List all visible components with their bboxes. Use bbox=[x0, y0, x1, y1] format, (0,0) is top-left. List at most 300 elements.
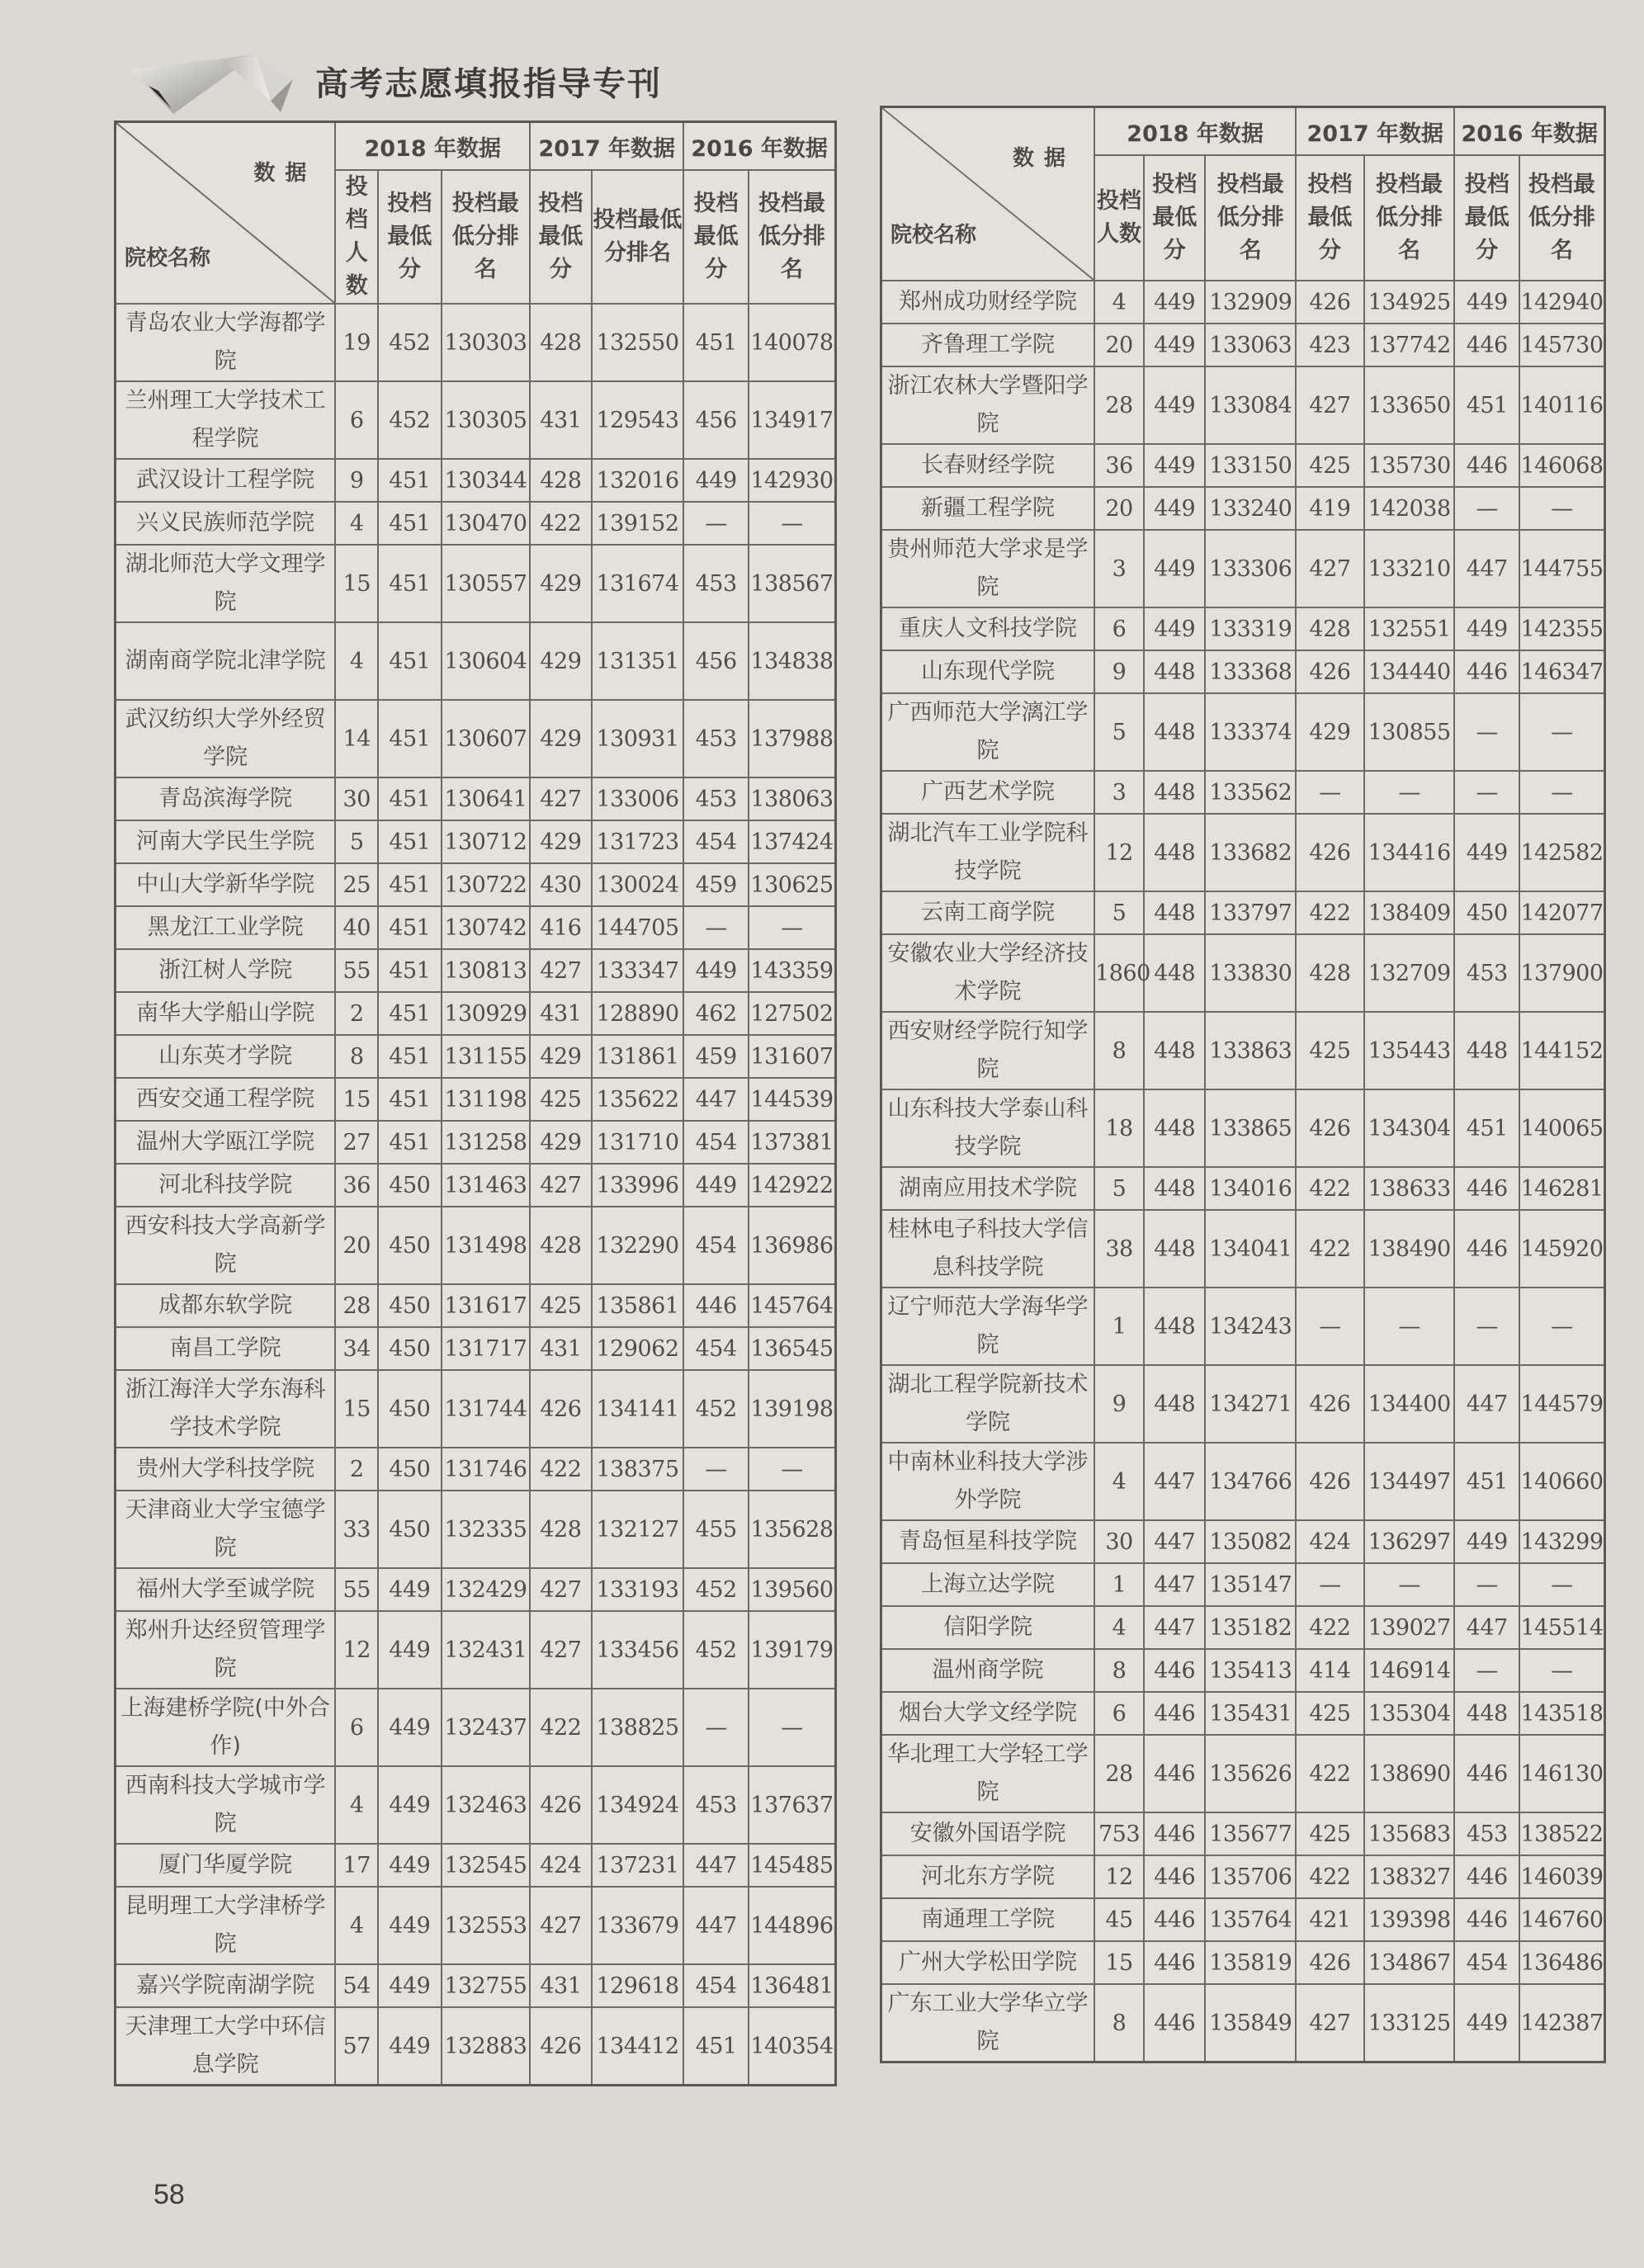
min-score-2016-cell: 459 bbox=[683, 863, 749, 906]
min-score-2017-cell: — bbox=[1296, 1563, 1364, 1606]
min-score-2018-cell: 446 bbox=[1144, 1692, 1205, 1735]
min-rank-2018-cell: 133306 bbox=[1205, 530, 1296, 607]
min-rank-2016-cell: 144579 bbox=[1519, 1365, 1604, 1443]
min-score-2016-cell: 455 bbox=[683, 1491, 749, 1568]
min-score-2018-cell: 449 bbox=[378, 1887, 442, 1964]
min-score-2016-cell: 454 bbox=[683, 1207, 749, 1284]
min-rank-2017-cell: 134497 bbox=[1364, 1443, 1455, 1520]
school-name-cell: 湖北工程学院新技术学院 bbox=[881, 1365, 1095, 1443]
count-2018-cell: 1 bbox=[1094, 1288, 1144, 1365]
min-score-2016-cell: — bbox=[683, 906, 749, 949]
count-2018-cell: 34 bbox=[335, 1327, 378, 1370]
min-score-2017-cell: 426 bbox=[530, 2007, 591, 2086]
count-2018-cell: 33 bbox=[335, 1491, 378, 1568]
min-score-2017-cell: 426 bbox=[1296, 1089, 1364, 1167]
min-rank-2016-cell: 146281 bbox=[1519, 1167, 1604, 1210]
table-row bbox=[116, 700, 836, 777]
count-2018-cell: 15 bbox=[335, 1078, 378, 1121]
table-row bbox=[881, 607, 1605, 650]
min-rank-2017-cell: 138633 bbox=[1364, 1167, 1455, 1210]
min-rank-2016-cell: 145730 bbox=[1519, 324, 1604, 366]
year-header-2017: 2017 年数据 bbox=[1296, 107, 1454, 156]
corner-label-school: 院校名称 bbox=[125, 246, 211, 271]
table-row bbox=[881, 771, 1605, 814]
min-score-2017-cell: 429 bbox=[530, 820, 591, 863]
school-name-cell: 浙江农林大学暨阳学院 bbox=[881, 366, 1095, 444]
min-score-2018-cell: 447 bbox=[1144, 1520, 1205, 1563]
min-score-2018-cell: 448 bbox=[1144, 650, 1205, 693]
min-score-2018-cell: 446 bbox=[1144, 1898, 1205, 1941]
school-name-cell: 西安财经学院行知学院 bbox=[881, 1012, 1095, 1089]
min-rank-2018-cell: 133319 bbox=[1205, 607, 1296, 650]
min-score-2016-cell: 449 bbox=[683, 949, 749, 992]
min-rank-2018-cell: 135431 bbox=[1205, 1692, 1296, 1735]
min-rank-2017-cell: 131674 bbox=[592, 545, 684, 622]
min-score-2016-cell: 453 bbox=[683, 777, 749, 820]
min-rank-2017-cell: 131351 bbox=[592, 622, 684, 700]
min-score-2017-cell: 425 bbox=[530, 1078, 591, 1121]
year-header-2018: 2018 年数据 bbox=[335, 122, 530, 171]
min-rank-2018-cell: 130813 bbox=[442, 949, 531, 992]
min-rank-2017-cell: 134400 bbox=[1364, 1365, 1455, 1443]
min-score-2018-cell: 446 bbox=[1144, 1941, 1205, 1984]
min-rank-2018-cell: 133240 bbox=[1205, 487, 1296, 530]
table-row bbox=[116, 1327, 836, 1370]
table-row bbox=[116, 1370, 836, 1448]
min-rank-2016-cell: — bbox=[1519, 771, 1604, 814]
min-rank-2016-cell: 134917 bbox=[749, 381, 836, 459]
min-rank-2016-cell: — bbox=[1519, 1288, 1604, 1365]
school-name-cell: 河北东方学院 bbox=[881, 1855, 1095, 1898]
min-rank-2016-cell: 140354 bbox=[749, 2007, 836, 2086]
min-score-2017-cell: 422 bbox=[1296, 891, 1364, 934]
table-row bbox=[116, 949, 836, 992]
min-score-2018-cell: 449 bbox=[378, 1689, 442, 1766]
min-rank-2016-cell: 137637 bbox=[749, 1766, 836, 1844]
table-row bbox=[881, 650, 1605, 693]
min-rank-2017-cell: 138490 bbox=[1364, 1210, 1455, 1288]
school-name-cell: 西安交通工程学院 bbox=[116, 1078, 336, 1121]
min-score-2016-cell: 446 bbox=[1454, 324, 1519, 366]
min-rank-2017-cell: 136297 bbox=[1364, 1520, 1455, 1563]
count-2018-cell: 5 bbox=[1094, 891, 1144, 934]
min-rank-2016-cell: 146130 bbox=[1519, 1735, 1604, 1812]
min-rank-2017-cell: 139152 bbox=[592, 502, 684, 545]
min-rank-2018-cell: 132463 bbox=[442, 1766, 531, 1844]
school-name-cell: 青岛滨海学院 bbox=[116, 777, 336, 820]
min-score-2018-cell: 449 bbox=[1144, 324, 1205, 366]
min-rank-2016-cell: 136545 bbox=[749, 1327, 836, 1370]
min-score-2017-cell: 426 bbox=[1296, 814, 1364, 891]
min-rank-2016-cell: — bbox=[749, 906, 836, 949]
col-header-min-score-2017: 投档最低分 bbox=[530, 170, 591, 304]
min-rank-2017-cell: 130024 bbox=[592, 863, 684, 906]
table-row bbox=[881, 530, 1605, 607]
school-name-cell: 浙江树人学院 bbox=[116, 949, 336, 992]
school-name-cell: 福州大学至诚学院 bbox=[116, 1568, 336, 1611]
min-rank-2016-cell: 143518 bbox=[1519, 1692, 1604, 1735]
min-rank-2016-cell: 135628 bbox=[749, 1491, 836, 1568]
min-score-2017-cell: 424 bbox=[1296, 1520, 1364, 1563]
min-rank-2017-cell: — bbox=[1364, 771, 1455, 814]
min-rank-2018-cell: 131617 bbox=[442, 1284, 531, 1327]
count-2018-cell: 4 bbox=[335, 502, 378, 545]
min-score-2018-cell: 451 bbox=[378, 502, 442, 545]
min-rank-2018-cell: 132545 bbox=[442, 1844, 531, 1887]
min-rank-2018-cell: 132755 bbox=[442, 1964, 531, 2007]
table-row bbox=[881, 1288, 1605, 1365]
min-rank-2018-cell: 130305 bbox=[442, 381, 531, 459]
count-2018-cell: 55 bbox=[335, 949, 378, 992]
corner-label-data: 数据 bbox=[1013, 146, 1076, 171]
count-2018-cell: 25 bbox=[335, 863, 378, 906]
min-score-2018-cell: 446 bbox=[1144, 1984, 1205, 2062]
page-number: 58 bbox=[154, 2179, 185, 2210]
count-2018-cell: 3 bbox=[1094, 530, 1144, 607]
min-rank-2017-cell: 129618 bbox=[592, 1964, 684, 2007]
min-score-2016-cell: — bbox=[1454, 1288, 1519, 1365]
min-score-2016-cell: 456 bbox=[683, 381, 749, 459]
min-score-2018-cell: 450 bbox=[378, 1207, 442, 1284]
school-name-cell: 山东科技大学泰山科技学院 bbox=[881, 1089, 1095, 1167]
table-row bbox=[116, 1448, 836, 1491]
col-header-count-2018: 投档人数 bbox=[335, 170, 378, 304]
min-score-2018-cell: 449 bbox=[1144, 366, 1205, 444]
min-rank-2016-cell: 138567 bbox=[749, 545, 836, 622]
min-rank-2018-cell: 133150 bbox=[1205, 444, 1296, 487]
min-score-2016-cell: 453 bbox=[683, 1766, 749, 1844]
school-name-cell: 中南林业科技大学涉外学院 bbox=[881, 1443, 1095, 1520]
min-rank-2017-cell: 132016 bbox=[592, 459, 684, 502]
min-score-2017-cell: 427 bbox=[530, 1568, 591, 1611]
count-2018-cell: 753 bbox=[1094, 1812, 1144, 1855]
table-row bbox=[881, 1520, 1605, 1563]
count-2018-cell: 9 bbox=[335, 459, 378, 502]
min-rank-2018-cell: 133830 bbox=[1205, 934, 1296, 1012]
min-score-2017-cell: 421 bbox=[1296, 1898, 1364, 1941]
min-score-2016-cell: 453 bbox=[683, 700, 749, 777]
min-score-2017-cell: 422 bbox=[1296, 1735, 1364, 1812]
min-score-2016-cell: 446 bbox=[1454, 1167, 1519, 1210]
min-score-2017-cell: 423 bbox=[1296, 324, 1364, 366]
min-score-2018-cell: 446 bbox=[1144, 1812, 1205, 1855]
count-2018-cell: 8 bbox=[1094, 1649, 1144, 1692]
min-rank-2017-cell: 137742 bbox=[1364, 324, 1455, 366]
year-header-2016: 2016 年数据 bbox=[1454, 107, 1604, 156]
min-score-2016-cell: 449 bbox=[1454, 1520, 1519, 1563]
min-rank-2016-cell: 143359 bbox=[749, 949, 836, 992]
min-rank-2017-cell: 131723 bbox=[592, 820, 684, 863]
school-name-cell: 南华大学船山学院 bbox=[116, 992, 336, 1035]
min-rank-2017-cell: 134924 bbox=[592, 1766, 684, 1844]
school-name-cell: 温州商学院 bbox=[881, 1649, 1095, 1692]
school-name-cell: 郑州升达经贸管理学院 bbox=[116, 1611, 336, 1689]
min-score-2018-cell: 451 bbox=[378, 700, 442, 777]
min-rank-2018-cell: 134766 bbox=[1205, 1443, 1296, 1520]
min-rank-2017-cell: 133456 bbox=[592, 1611, 684, 1689]
table-row bbox=[881, 1941, 1605, 1984]
table-row bbox=[881, 814, 1605, 891]
table-body-left bbox=[116, 304, 836, 2086]
min-score-2018-cell: 449 bbox=[1144, 487, 1205, 530]
school-name-cell: 武汉纺织大学外经贸学院 bbox=[116, 700, 336, 777]
min-rank-2018-cell: 130557 bbox=[442, 545, 531, 622]
min-rank-2016-cell: 131607 bbox=[749, 1035, 836, 1078]
count-2018-cell: 6 bbox=[335, 1689, 378, 1766]
table-row bbox=[116, 1689, 836, 1766]
min-score-2016-cell: 452 bbox=[683, 1611, 749, 1689]
min-rank-2017-cell: 132550 bbox=[592, 304, 684, 381]
min-rank-2016-cell: 136481 bbox=[749, 1964, 836, 2007]
min-rank-2018-cell: 131463 bbox=[442, 1164, 531, 1207]
school-name-cell: 青岛农业大学海都学院 bbox=[116, 304, 336, 381]
school-name-cell: 天津理工大学中环信息学院 bbox=[116, 2007, 336, 2086]
count-2018-cell: 12 bbox=[1094, 814, 1144, 891]
min-rank-2017-cell: 142038 bbox=[1364, 487, 1455, 530]
min-rank-2017-cell: 138409 bbox=[1364, 891, 1455, 934]
min-score-2017-cell: 422 bbox=[1296, 1855, 1364, 1898]
table-row bbox=[881, 1210, 1605, 1288]
school-name-cell: 温州大学瓯江学院 bbox=[116, 1121, 336, 1164]
min-score-2018-cell: 450 bbox=[378, 1327, 442, 1370]
count-2018-cell: 9 bbox=[1094, 1365, 1144, 1443]
min-score-2017-cell: 422 bbox=[1296, 1167, 1364, 1210]
min-rank-2017-cell: 134416 bbox=[1364, 814, 1455, 891]
count-2018-cell: 38 bbox=[1094, 1210, 1144, 1288]
min-rank-2016-cell: 142582 bbox=[1519, 814, 1604, 891]
school-name-cell: 广东工业大学华立学院 bbox=[881, 1984, 1095, 2062]
min-rank-2017-cell: 135683 bbox=[1364, 1812, 1455, 1855]
min-score-2017-cell: 422 bbox=[530, 1448, 591, 1491]
col-header-min-score-2017: 投档最低分 bbox=[1296, 155, 1364, 281]
col-header-min-score-2016: 投档最低分 bbox=[1454, 155, 1519, 281]
min-score-2017-cell: 422 bbox=[1296, 1210, 1364, 1288]
min-rank-2016-cell: 137424 bbox=[749, 820, 836, 863]
min-score-2016-cell: 446 bbox=[1454, 1855, 1519, 1898]
min-score-2016-cell: — bbox=[683, 1448, 749, 1491]
min-score-2016-cell: 449 bbox=[1454, 607, 1519, 650]
min-score-2016-cell: 452 bbox=[683, 1370, 749, 1448]
min-score-2018-cell: 447 bbox=[1144, 1443, 1205, 1520]
min-score-2017-cell: 431 bbox=[530, 992, 591, 1035]
min-rank-2016-cell: — bbox=[1519, 1649, 1604, 1692]
min-score-2017-cell: 427 bbox=[1296, 530, 1364, 607]
min-score-2016-cell: 447 bbox=[1454, 1365, 1519, 1443]
table-row bbox=[881, 1563, 1605, 1606]
school-name-cell: 湖北汽车工业学院科技学院 bbox=[881, 814, 1095, 891]
school-name-cell: 重庆人文科技学院 bbox=[881, 607, 1095, 650]
table-row bbox=[116, 545, 836, 622]
min-rank-2018-cell: 131498 bbox=[442, 1207, 531, 1284]
min-score-2018-cell: 449 bbox=[1144, 444, 1205, 487]
min-score-2018-cell: 448 bbox=[1144, 693, 1205, 771]
min-score-2016-cell: 454 bbox=[683, 1327, 749, 1370]
min-score-2017-cell: 429 bbox=[1296, 693, 1364, 771]
count-2018-cell: 8 bbox=[1094, 1012, 1144, 1089]
min-score-2016-cell: 451 bbox=[1454, 1443, 1519, 1520]
school-name-cell: 齐鲁理工学院 bbox=[881, 324, 1095, 366]
min-score-2018-cell: 449 bbox=[378, 1964, 442, 2007]
min-score-2018-cell: 451 bbox=[378, 949, 442, 992]
min-rank-2017-cell: 135622 bbox=[592, 1078, 684, 1121]
min-score-2017-cell: 429 bbox=[530, 1035, 591, 1078]
min-rank-2016-cell: 140660 bbox=[1519, 1443, 1604, 1520]
col-header-min-rank-2017: 投档最低分排名 bbox=[592, 170, 684, 304]
min-score-2018-cell: 451 bbox=[378, 992, 442, 1035]
min-score-2016-cell: 462 bbox=[683, 992, 749, 1035]
min-rank-2017-cell: 134925 bbox=[1364, 281, 1455, 324]
table-row bbox=[116, 1491, 836, 1568]
min-score-2018-cell: 448 bbox=[1144, 891, 1205, 934]
min-score-2017-cell: 429 bbox=[530, 622, 591, 700]
min-score-2018-cell: 451 bbox=[378, 777, 442, 820]
diagonal-line-icon bbox=[116, 123, 334, 303]
min-score-2017-cell: 426 bbox=[1296, 281, 1364, 324]
table-row bbox=[881, 1855, 1605, 1898]
min-rank-2016-cell: 142940 bbox=[1519, 281, 1604, 324]
min-rank-2016-cell: 146760 bbox=[1519, 1898, 1604, 1941]
min-rank-2018-cell: 135849 bbox=[1205, 1984, 1296, 2062]
min-score-2016-cell: 451 bbox=[683, 304, 749, 381]
min-rank-2018-cell: 130604 bbox=[442, 622, 531, 700]
school-name-cell: 天津商业大学宝德学院 bbox=[116, 1491, 336, 1568]
header-corner-cell bbox=[116, 122, 336, 305]
min-score-2018-cell: 451 bbox=[378, 459, 442, 502]
min-rank-2016-cell: 143299 bbox=[1519, 1520, 1604, 1563]
min-rank-2017-cell: 135443 bbox=[1364, 1012, 1455, 1089]
min-score-2016-cell: 449 bbox=[683, 1164, 749, 1207]
min-score-2017-cell: 426 bbox=[1296, 1443, 1364, 1520]
min-rank-2018-cell: 133063 bbox=[1205, 324, 1296, 366]
min-score-2016-cell: 446 bbox=[1454, 444, 1519, 487]
min-rank-2017-cell: 131861 bbox=[592, 1035, 684, 1078]
school-name-cell: 广西师范大学漓江学院 bbox=[881, 693, 1095, 771]
table-row bbox=[881, 891, 1605, 934]
min-rank-2017-cell: 133650 bbox=[1364, 366, 1455, 444]
min-score-2016-cell: — bbox=[1454, 487, 1519, 530]
min-rank-2017-cell: — bbox=[1364, 1563, 1455, 1606]
school-name-cell: 山东现代学院 bbox=[881, 650, 1095, 693]
table-row bbox=[881, 324, 1605, 366]
table-row bbox=[116, 1568, 836, 1611]
min-rank-2016-cell: 138063 bbox=[749, 777, 836, 820]
min-score-2018-cell: 447 bbox=[1144, 1606, 1205, 1649]
min-score-2016-cell: 446 bbox=[1454, 1210, 1519, 1288]
min-rank-2017-cell: 132290 bbox=[592, 1207, 684, 1284]
table-row bbox=[881, 1606, 1605, 1649]
table-row bbox=[116, 304, 836, 381]
min-rank-2018-cell: 132437 bbox=[442, 1689, 531, 1766]
min-rank-2017-cell: 134440 bbox=[1364, 650, 1455, 693]
min-rank-2018-cell: 135082 bbox=[1205, 1520, 1296, 1563]
table-row bbox=[116, 1964, 836, 2007]
count-2018-cell: 1860 bbox=[1094, 934, 1144, 1012]
min-rank-2016-cell: 144152 bbox=[1519, 1012, 1604, 1089]
min-rank-2017-cell: 134867 bbox=[1364, 1941, 1455, 1984]
col-header-min-score-2018: 投档最低分 bbox=[378, 170, 442, 304]
count-2018-cell: 28 bbox=[335, 1284, 378, 1327]
min-rank-2018-cell: 130303 bbox=[442, 304, 531, 381]
min-rank-2018-cell: 133562 bbox=[1205, 771, 1296, 814]
count-2018-cell: 8 bbox=[1094, 1984, 1144, 2062]
min-score-2016-cell: 454 bbox=[683, 1964, 749, 2007]
corner-label-school: 院校名称 bbox=[890, 223, 977, 248]
min-score-2016-cell: — bbox=[683, 1689, 749, 1766]
min-score-2018-cell: 451 bbox=[378, 1121, 442, 1164]
col-header-min-rank-2018: 投档最低分排名 bbox=[1205, 155, 1296, 281]
table-row bbox=[116, 381, 836, 459]
school-name-cell: 南昌工学院 bbox=[116, 1327, 336, 1370]
min-score-2018-cell: 451 bbox=[378, 1035, 442, 1078]
min-score-2016-cell: 447 bbox=[683, 1844, 749, 1887]
min-rank-2018-cell: 135182 bbox=[1205, 1606, 1296, 1649]
min-rank-2018-cell: 132883 bbox=[442, 2007, 531, 2086]
table-row bbox=[116, 1207, 836, 1284]
min-score-2017-cell: 431 bbox=[530, 1964, 591, 2007]
min-rank-2018-cell: 132429 bbox=[442, 1568, 531, 1611]
min-rank-2016-cell: 146068 bbox=[1519, 444, 1604, 487]
min-score-2016-cell: 447 bbox=[1454, 1606, 1519, 1649]
table-row bbox=[116, 1611, 836, 1689]
min-score-2018-cell: 448 bbox=[1144, 1210, 1205, 1288]
min-rank-2017-cell: 134141 bbox=[592, 1370, 684, 1448]
min-score-2017-cell: 431 bbox=[530, 1327, 591, 1370]
min-score-2018-cell: 448 bbox=[1144, 814, 1205, 891]
table-row bbox=[881, 1984, 1605, 2062]
school-name-cell: 上海立达学院 bbox=[881, 1563, 1095, 1606]
table-row bbox=[116, 777, 836, 820]
min-score-2017-cell: 428 bbox=[1296, 934, 1364, 1012]
min-score-2018-cell: 451 bbox=[378, 1078, 442, 1121]
min-rank-2016-cell: 139198 bbox=[749, 1370, 836, 1448]
min-rank-2018-cell: 134243 bbox=[1205, 1288, 1296, 1365]
min-rank-2018-cell: 133865 bbox=[1205, 1089, 1296, 1167]
min-score-2017-cell: 425 bbox=[530, 1284, 591, 1327]
year-header-2017: 2017 年数据 bbox=[530, 122, 683, 171]
school-name-cell: 湖北师范大学文理学院 bbox=[116, 545, 336, 622]
count-2018-cell: 19 bbox=[335, 304, 378, 381]
table-row bbox=[881, 1898, 1605, 1941]
count-2018-cell: 5 bbox=[1094, 1167, 1144, 1210]
count-2018-cell: 5 bbox=[1094, 693, 1144, 771]
min-score-2018-cell: 450 bbox=[378, 1448, 442, 1491]
min-rank-2017-cell: 134412 bbox=[592, 2007, 684, 2086]
min-rank-2017-cell: 133193 bbox=[592, 1568, 684, 1611]
count-2018-cell: 45 bbox=[1094, 1898, 1144, 1941]
min-rank-2016-cell: 130625 bbox=[749, 863, 836, 906]
count-2018-cell: 30 bbox=[1094, 1520, 1144, 1563]
min-rank-2018-cell: 130742 bbox=[442, 906, 531, 949]
min-rank-2018-cell: 131198 bbox=[442, 1078, 531, 1121]
min-score-2017-cell: 428 bbox=[530, 304, 591, 381]
table-row bbox=[116, 863, 836, 906]
min-score-2017-cell: 428 bbox=[1296, 607, 1364, 650]
school-name-cell: 西南科技大学城市学院 bbox=[116, 1766, 336, 1844]
min-score-2017-cell: 416 bbox=[530, 906, 591, 949]
min-score-2017-cell: 424 bbox=[530, 1844, 591, 1887]
school-name-cell: 西安科技大学高新学院 bbox=[116, 1207, 336, 1284]
min-rank-2016-cell: 137988 bbox=[749, 700, 836, 777]
min-rank-2018-cell: 135764 bbox=[1205, 1898, 1296, 1941]
min-rank-2017-cell: 130855 bbox=[1364, 693, 1455, 771]
count-2018-cell: 6 bbox=[1094, 607, 1144, 650]
min-rank-2016-cell: 142930 bbox=[749, 459, 836, 502]
min-score-2017-cell: 431 bbox=[530, 381, 591, 459]
min-rank-2018-cell: 133797 bbox=[1205, 891, 1296, 934]
min-rank-2018-cell: 131155 bbox=[442, 1035, 531, 1078]
count-2018-cell: 15 bbox=[335, 545, 378, 622]
min-rank-2018-cell: 130722 bbox=[442, 863, 531, 906]
